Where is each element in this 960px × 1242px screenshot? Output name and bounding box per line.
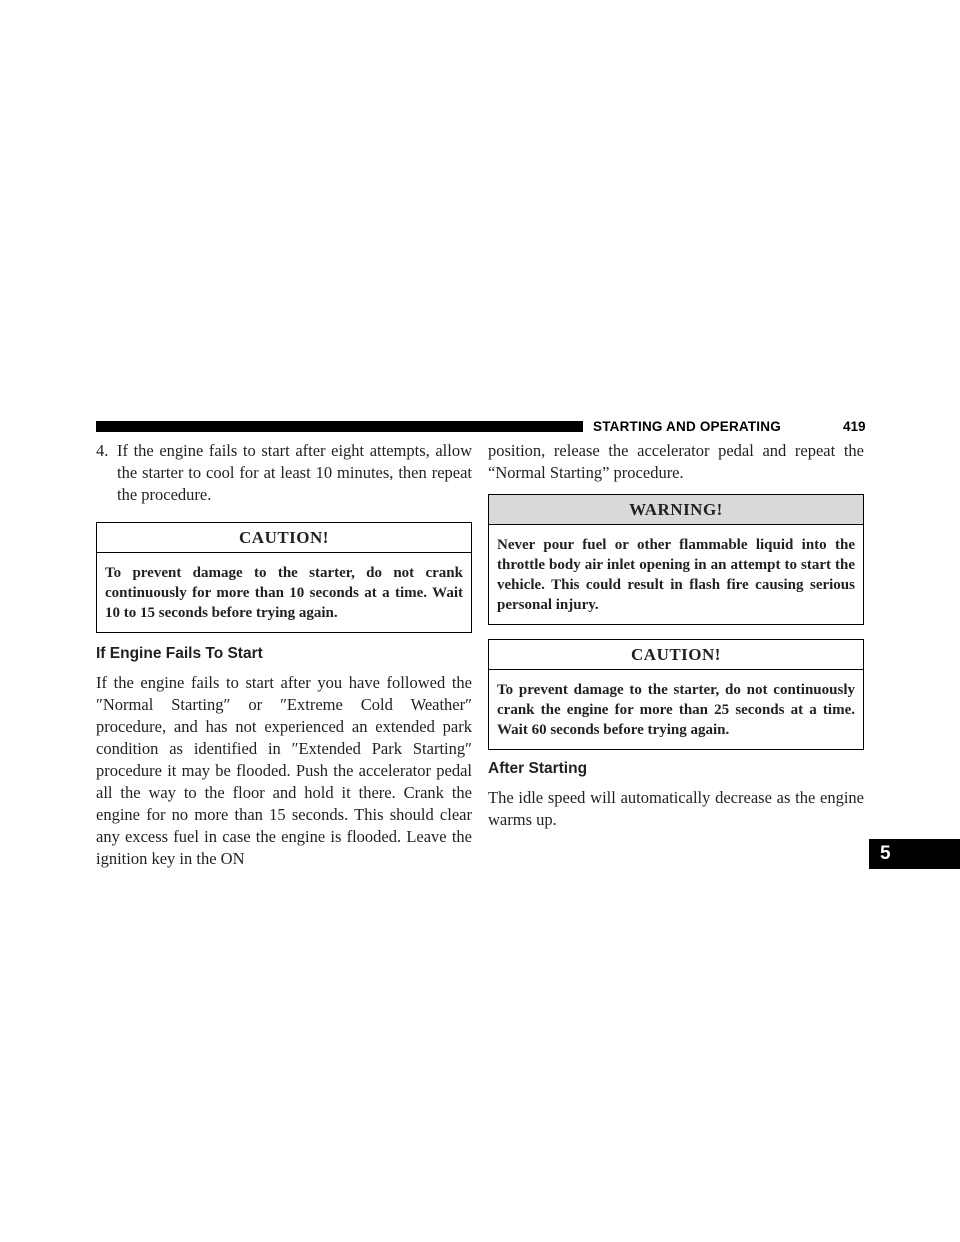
- body-paragraph: If the engine fails to start after you have followed the ″Normal Starting″ or ″Extreme Cold Weather″ procedure, and has not experienced an extended park condition as identified in ″Extended Park Starting″ procedure it may be flooded. Push the accelerator pedal all the way to the floor and hold it there. Crank the engine for no more than 15 seconds. This should clear any excess fuel in case the engine is flooded. Leave the ignition key in the ON: [96, 673, 472, 868]
- warning-title: WARNING!: [489, 495, 863, 525]
- continuation-paragraph: position, release the accelerator pedal and repeat the “Normal Starting” procedure.: [488, 441, 864, 482]
- caution-box: [96, 522, 472, 633]
- caution-box-2: [488, 639, 864, 750]
- caution-title: CAUTION!: [97, 523, 471, 553]
- caution-text-2: To prevent damage to the starter, do not continuously crank the engine for more than 25 seconds at a time. Wait 60 seconds before trying again.: [497, 682, 855, 738]
- warning-text: Never pour fuel or other flammable liquid into the throttle body air inlet opening in an attempt to start the vehicle. This could result in flash fire causing serious personal injury.: [497, 537, 855, 613]
- step-item: [96, 440, 472, 506]
- step-text: If the engine fails to start after eight attempts, allow the starter to cool for at least 10 minutes, then repeat the procedure.: [117, 441, 472, 504]
- body-paragraph-2: The idle speed will automatically decrease as the engine warms up.: [488, 788, 864, 829]
- step-number: 4.: [96, 441, 109, 460]
- warning-box: [488, 494, 864, 625]
- chapter-number: 5: [880, 843, 891, 864]
- section-heading-2: After Starting: [488, 760, 588, 777]
- left-column: [96, 440, 472, 870]
- caution-title-2: CAUTION!: [489, 640, 863, 670]
- running-header-title: STARTING AND OPERATING: [593, 419, 781, 434]
- page-number: 419: [843, 419, 866, 434]
- right-column: [488, 440, 864, 831]
- section-heading: If Engine Fails To Start: [96, 645, 263, 662]
- caution-text: To prevent damage to the starter, do not crank continuously for more than 10 seconds at a time. Wait 10 to 15 seconds before trying again.: [105, 565, 463, 621]
- header-rule: [96, 421, 583, 432]
- chapter-tab: [869, 839, 960, 869]
